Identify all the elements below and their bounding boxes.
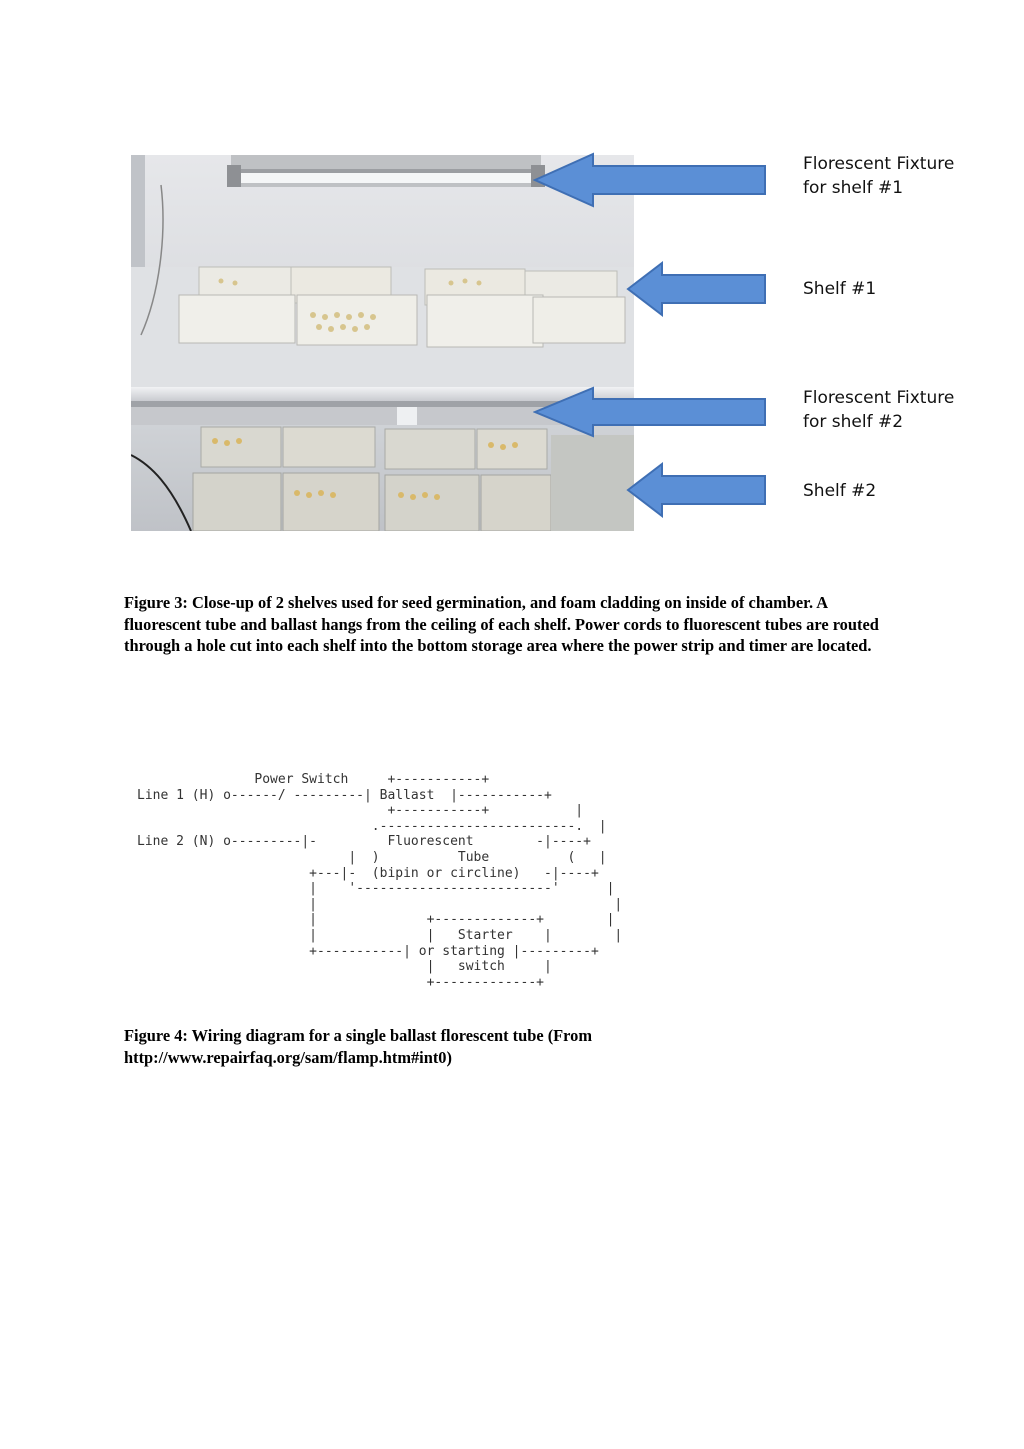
wiring-diagram: Power Switch +-----------+ Line 1 (H) o------/ ---------| Ballast |-----------+ +-----------+ | .-------------------------. | Line 2 (N) o---------|- Fluorescent -|----+ | ) Tube ( | +---|- (bipin or circline) -|----+ | '-------------------------' | | | | +-------------+ | | | Starter | | +-----------| or starting |---------+ | switch | +-------------+ (137, 772, 623, 990)
shelves-photo-drawing (131, 155, 634, 531)
label-fixture-shelf-1: Florescent Fixture for shelf #1 (803, 154, 955, 198)
label-shelf-2: Shelf #2 (803, 481, 877, 501)
figure-4-caption: Figure 4: Wiring diagram for a single ballast florescent tube (From http://www.repairfaq.org/sam/flamp.htm#int0) (124, 1026, 593, 1067)
label-shelf-1: Shelf #1 (803, 279, 877, 299)
arrow-fixture-2-icon (533, 386, 769, 438)
label-fixture-shelf-2: Florescent Fixture for shelf #2 (803, 388, 955, 432)
arrow-fixture-1-icon (533, 152, 769, 208)
arrow-shelf-1-icon (626, 261, 769, 317)
arrow-shelf-2-icon (626, 462, 769, 518)
shelves-photo (131, 155, 634, 531)
figure-3-caption: Figure 3: Close-up of 2 shelves used for seed germination, and foam cladding on inside of chamber. A fluorescent tube and ballast hangs from the ceiling of each shelf. Power cords to fluorescent tubes are routed through a hole cut into each shelf into the bottom storage area where the power strip and timer are located. (124, 593, 879, 655)
